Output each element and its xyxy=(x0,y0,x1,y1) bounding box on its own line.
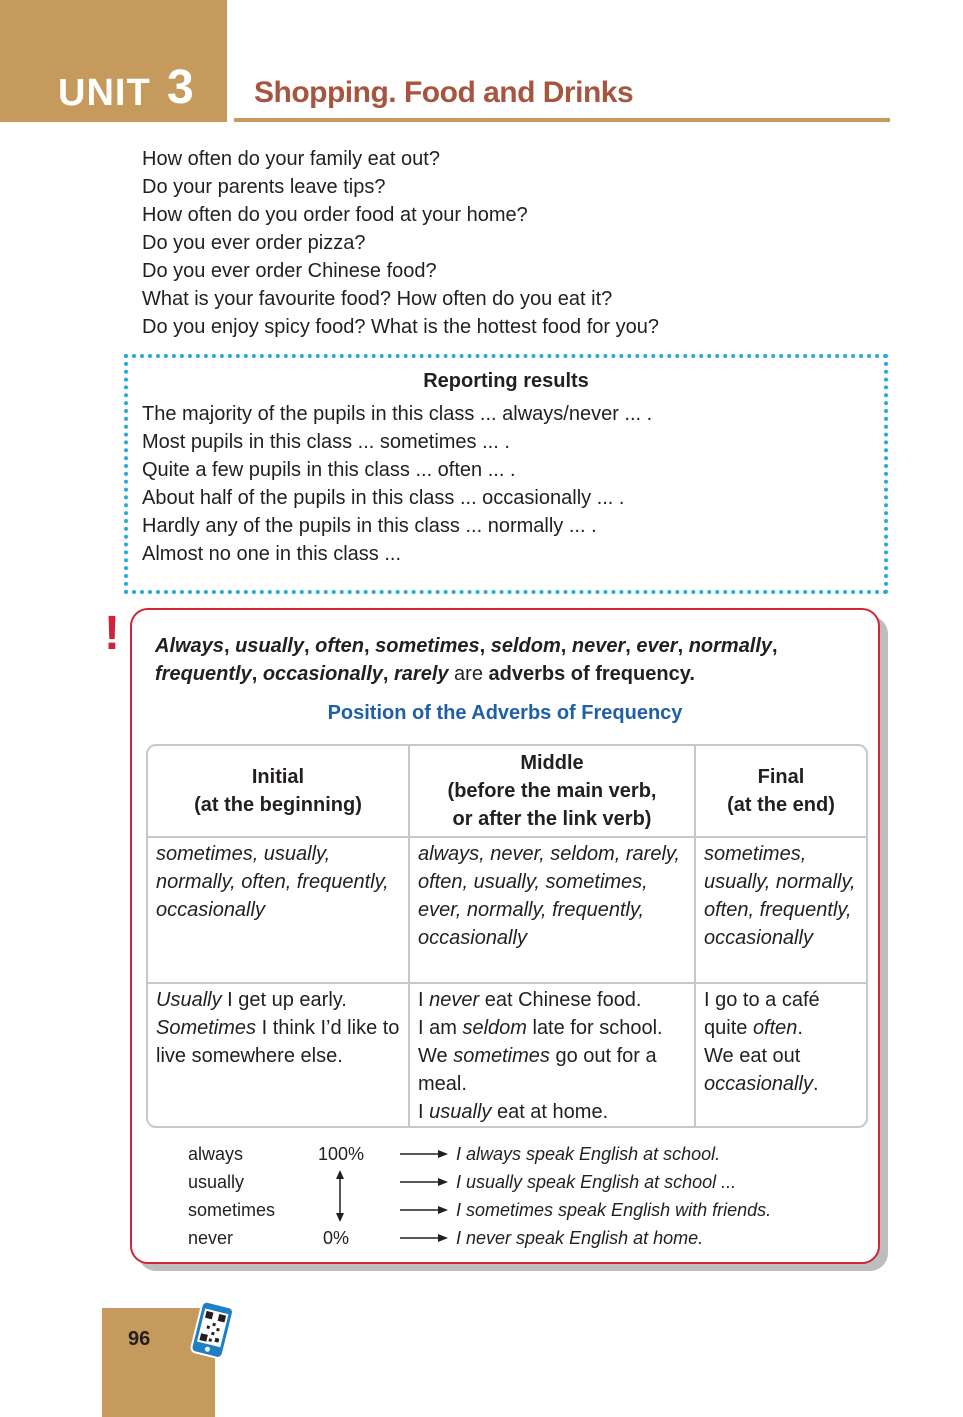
arrow-right-icon xyxy=(400,1200,448,1220)
question-item: Do your parents leave tips? xyxy=(142,176,386,198)
middle-examples: I never eat Chinese food. I am seldom late for school. We sometimes go out for a meal. I usually eat at home. xyxy=(409,983,695,1128)
discussion-questions xyxy=(142,145,659,341)
initial-examples: Usually I get up early. Sometimes I think I’d like to live somewhere else. xyxy=(148,983,409,1128)
reporting-title: Reporting results xyxy=(423,370,589,392)
adverb-term: usually xyxy=(235,635,304,657)
reporting-line: The majority of the pupils in this class ... always/never ... . xyxy=(142,403,653,425)
question-item: What is your favourite food? How often do you eat it? xyxy=(142,288,613,310)
page-number-tab xyxy=(102,1308,215,1417)
adverb-term: frequently xyxy=(155,663,252,685)
final-adverbs: sometimes, usually, normally, often, frequently, occasionally xyxy=(695,837,866,983)
final-examples: I go to a café quite often. We eat out occasionally. xyxy=(695,983,866,1128)
question-item: Do you ever order pizza? xyxy=(142,232,366,254)
percent-label: 0% xyxy=(323,1228,350,1248)
header-initial: Initial (at the beginning) xyxy=(148,746,409,837)
scale-example: I usually speak English at school ... xyxy=(456,1172,737,1192)
adverb-term: Always xyxy=(155,635,224,657)
double-arrow-icon xyxy=(332,1170,348,1222)
grammar-rule-box xyxy=(130,608,880,1264)
header-middle: Middle (before the main verb, or after the link verb) xyxy=(409,746,695,837)
scale-row: never 0% I never speak English at home. xyxy=(132,1224,872,1252)
middle-adverbs: always, never, seldom, rarely, often, usually, sometimes, ever, normally, frequently, occasionally xyxy=(409,837,695,983)
adverb-term: often xyxy=(315,635,364,657)
title-underline xyxy=(234,118,890,122)
percent-label: 100% xyxy=(318,1144,365,1164)
exclamation-icon: ! xyxy=(104,607,120,660)
unit-banner xyxy=(0,0,227,122)
scale-row: sometimes I sometimes speak English with friends. xyxy=(132,1196,872,1224)
reporting-line: Almost no one in this class ... xyxy=(142,543,402,565)
reporting-line: Most pupils in this class ... sometimes ... . xyxy=(142,431,510,453)
scale-row: usually I usually speak English at school ... xyxy=(132,1168,872,1196)
reporting-line: Hardly any of the pupils in this class ... normally ... . xyxy=(142,515,597,537)
adverb-term: occasionally xyxy=(262,663,383,685)
question-item: Do you enjoy spicy food? What is the hottest food for you? xyxy=(142,316,659,338)
header-final: Final (at the end) xyxy=(695,746,866,837)
question-item: How often do your family eat out? xyxy=(142,148,440,170)
question-item: How often do you order food at your home? xyxy=(142,204,528,226)
adverb-term: sometimes xyxy=(375,635,480,657)
reporting-line: About half of the pupils in this class ... occasionally ... . xyxy=(142,487,625,509)
scale-example: I always speak English at school. xyxy=(456,1144,721,1164)
adverb-term: ever xyxy=(636,635,678,657)
reporting-line: Quite a few pupils in this class ... often ... . xyxy=(142,459,516,481)
adverbs-intro: Always, usually, often, sometimes, seldom, never, ever, normally, frequently, occasionally, rarely are adverbs of frequency. xyxy=(155,635,778,685)
page-title: Shopping. Food and Drinks xyxy=(254,76,634,109)
scale-example: I sometimes speak English with friends. xyxy=(456,1200,772,1220)
qr-phone-icon[interactable] xyxy=(188,1300,238,1362)
initial-adverbs: sometimes, usually, normally, often, frequently, occasionally xyxy=(148,837,409,983)
unit-label: UNIT xyxy=(58,72,151,114)
adverb-term: seldom xyxy=(490,635,561,657)
adverb-term: never xyxy=(571,635,626,657)
scale-example: I never speak English at home. xyxy=(456,1228,704,1248)
adverb-position-table xyxy=(146,744,868,1128)
adverbs-phrase: adverbs of frequency. xyxy=(488,663,695,685)
reporting-lines xyxy=(142,400,652,568)
arrow-right-icon xyxy=(400,1144,448,1164)
question-item: Do you ever order Chinese food? xyxy=(142,260,437,282)
scale-row: always 100% I always speak English at school. xyxy=(132,1140,872,1168)
arrow-right-icon xyxy=(400,1228,448,1248)
reporting-results-box xyxy=(124,354,888,594)
adverb-term: rarely xyxy=(394,663,449,685)
table-heading: Position of the Adverbs of Frequency xyxy=(327,702,683,724)
adverb-term: normally xyxy=(688,635,773,657)
arrow-right-icon xyxy=(400,1172,448,1192)
page-number: 96 xyxy=(128,1328,151,1350)
unit-number: 3 xyxy=(167,61,194,114)
frequency-scale xyxy=(132,1140,872,1252)
